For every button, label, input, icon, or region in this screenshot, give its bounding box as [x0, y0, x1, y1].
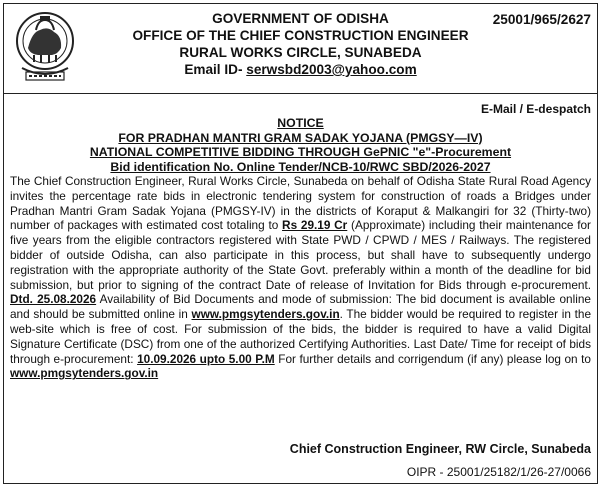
bidding-title: NATIONAL COMPETITIVE BIDDING THROUGH GePNIC "e"-Procurement — [89, 145, 512, 160]
despatch-mode: E-Mail / E-despatch — [480, 102, 591, 116]
bid-deadline: 10.09.2026 upto 5.00 P.M — [137, 351, 275, 366]
email-label: Email ID- — [184, 62, 247, 77]
website-link-1[interactable]: www.pmgsytenders.gov.in — [191, 307, 340, 322]
estimated-cost: Rs 29.19 Cr — [282, 218, 348, 233]
signatory: Chief Construction Engineer, RW Circle, Sunabeda — [289, 442, 591, 456]
email-line — [64, 61, 537, 78]
office-address-block — [64, 10, 537, 78]
circle-name: RURAL WORKS CIRCLE, SUNABEDA — [179, 45, 422, 60]
oipr-number: OIPR - 25001/25182/1/26-27/0066 — [406, 465, 591, 479]
reference-number: 25001/965/2627 — [492, 12, 591, 27]
notice-titles — [4, 116, 597, 174]
website-link-2[interactable]: www.pmgsytenders.gov.in — [10, 366, 159, 381]
body-part-4: . The bidder would be required to register in the web-site which is free of cost. For submission of the bids, the bidder is required to have a valid Digital Signature Certificate (DSC) from one of the authorized Certifying Authorities. Last Date/ Time for receipt of bids through e-procurement: — [10, 307, 592, 366]
notice-body — [10, 174, 591, 381]
release-date: Dtd. 25.08.2026 — [10, 292, 97, 307]
bid-identification: Bid identification No. Online Tender/NCB-10/RWC SBD/2026-2027 — [110, 159, 491, 174]
notice-heading: NOTICE — [277, 116, 324, 130]
body-part-2: (Approximate) including their maintenance for five years from the eligible contractors registered with State PWD / CPWD / MES / Railways. The registered bidder of outside Odisha, can also participate in this process, but shall have to subsequently undergo registration with the appropriate authority of the State Govt. preferably within a month of the deadline for bid submission, but prior to signing of the contract Date of release of Invitation for Bids through e-procurement. — [10, 218, 591, 292]
notice-header — [4, 4, 597, 94]
government-name: GOVERNMENT OF ODISHA — [212, 11, 389, 26]
body-part-1: The Chief Construction Engineer, Rural Works Circle, Sunabeda on behalf of Odisha State Rural Road Agency invites the percentage rate bids in electronic tendering system for construction of roads a Bridges under Pradhan Mantri Gram Sadak Yojana (PMGSY-IV) in the districts of Koraput & Malkangiri for 32 (Thirty-two) number of packages with estimated cost totaling to — [10, 174, 591, 233]
body-part-5: For further details and corrigendum (if any) please log on to — [274, 351, 591, 366]
scheme-title: FOR PRADHAN MANTRI GRAM SADAK YOJANA (PMGSY—IV) — [118, 130, 483, 145]
office-name: OFFICE OF THE CHIEF CONSTRUCTION ENGINEER — [132, 28, 469, 43]
tender-notice — [3, 3, 598, 484]
body-part-3: Availability of Bid Documents and mode of submission: The bid document is available online and should be submitted online in — [10, 292, 591, 322]
email-address-link[interactable]: serwsbd2003@yahoo.com — [246, 62, 417, 77]
